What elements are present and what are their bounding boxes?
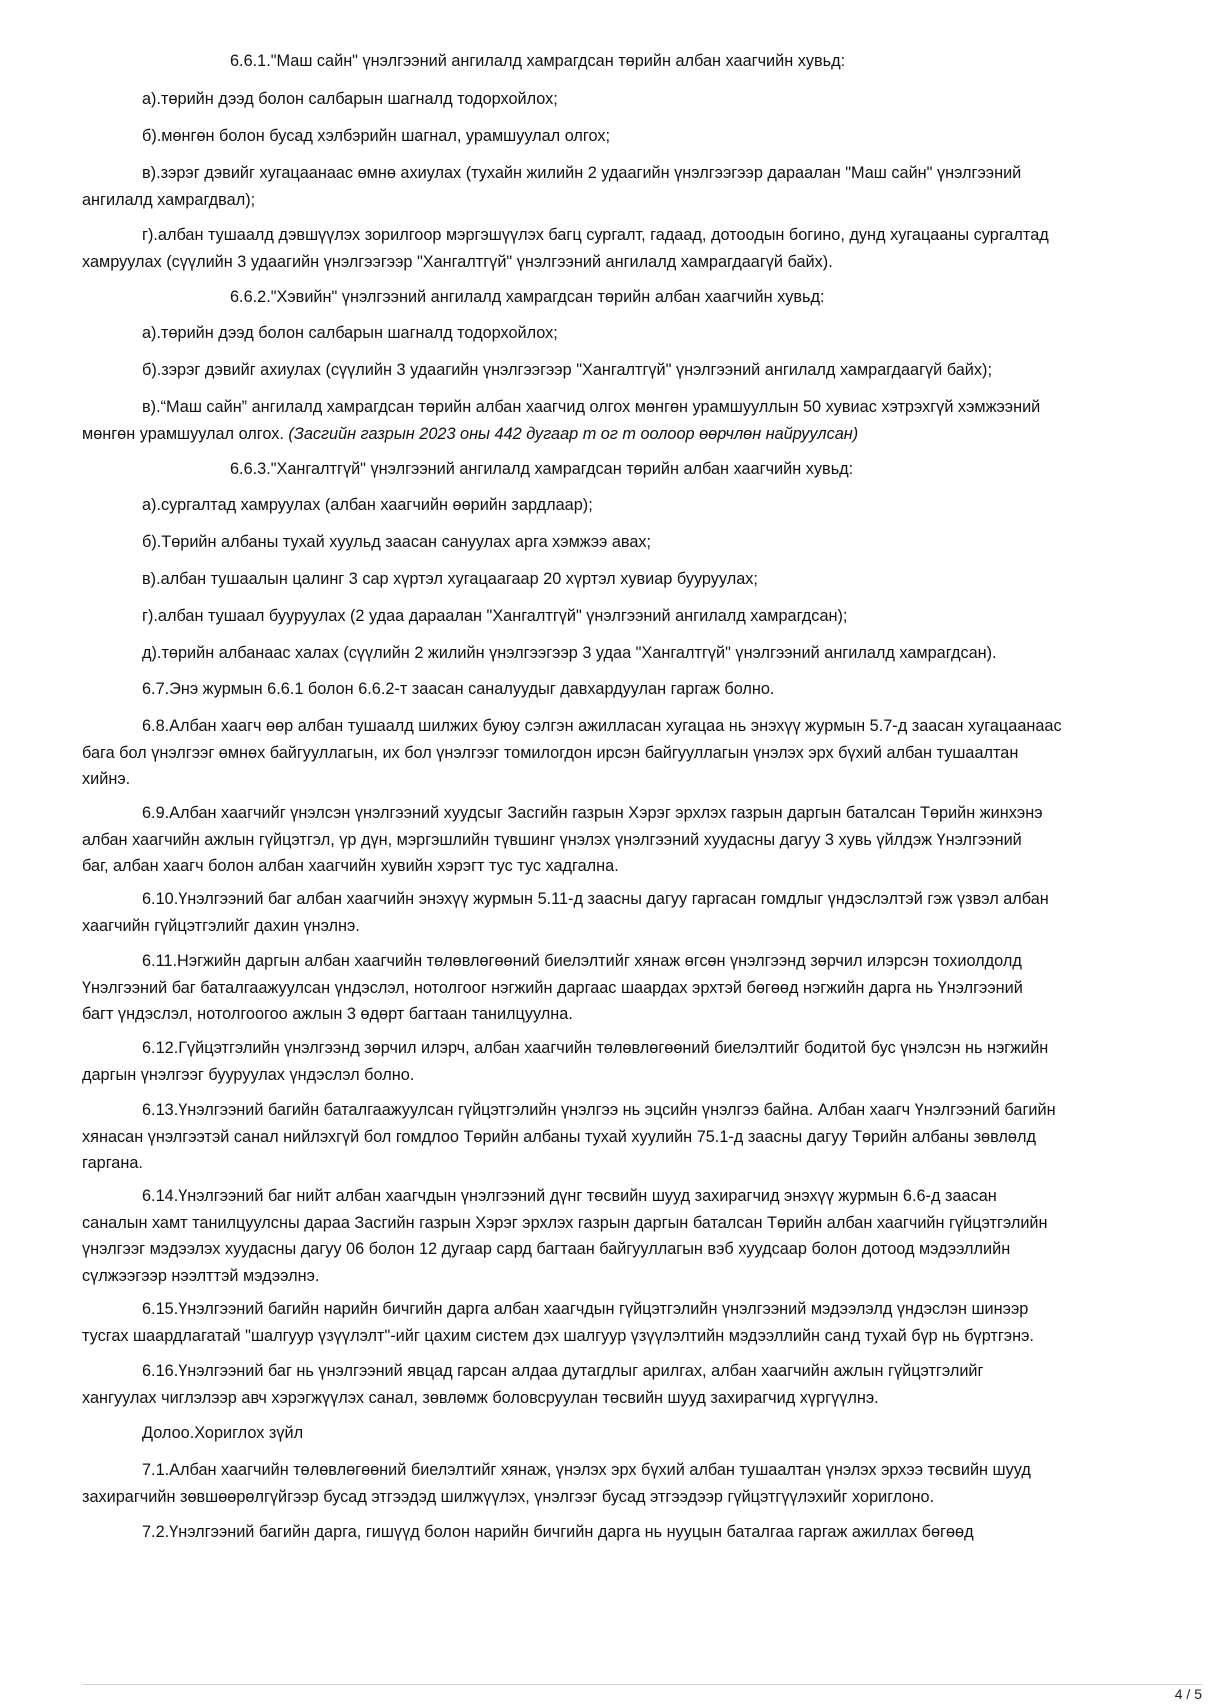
page-indicator: 4 / 5 xyxy=(1174,1686,1202,1702)
text-line: албан хаагчийн ажлын гүйцэтгэл, үр дүн, мэргэшлийн түвшинг үнэлэх үнэлгээний хуудасны дагуу 3 хувь үйлдэж Үнэлгээний xyxy=(82,830,1022,849)
text-line: а).төрийн дээд болон салбарын шагналд тодорхойлох; xyxy=(142,324,558,342)
text-line: хянасан үнэлгээтэй санал нийлэхгүй бол гомдлоо Төрийн албаны тухай хуулийн 75.1-д заасны дагуу Төрийн албаны зөвлөлд xyxy=(82,1127,1036,1146)
text-line: в).албан тушаалын цалинг 3 сар хүртэл хугацаагаар 20 хүртэл хувиар бууруулах; xyxy=(142,570,758,588)
text-line: 6.11.Нэгжийн даргын албан хаагчийн төлөвлөгөөний биелэлтийг хянаж өгсөн үнэлгээнд зөрчил илэрсэн тохиолдолд xyxy=(142,952,1022,970)
text-line: 6.7.Энэ журмын 6.6.1 болон 6.6.2-т заасан саналуудыг давхардуулан гаргаж болно. xyxy=(142,680,775,698)
footer-divider xyxy=(82,1684,1202,1685)
text-line: б).зэрэг дэвийг ахиулах (сүүлийн 3 удаагийн үнэлгээгээр "Хангалтгүй" үнэлгээний ангилалд хамрагдаагүй байх); xyxy=(142,361,992,379)
text-line: 6.6.1."Маш сайн" үнэлгээний ангилалд хамрагдсан төрийн албан хаагчийн хувьд: xyxy=(230,52,846,70)
clause-7-1 xyxy=(82,1457,1134,1510)
list-item xyxy=(82,394,1134,447)
text-line: б).мөнгөн болон бусад хэлбэрийн шагнал, урамшуулал олгох; xyxy=(142,127,611,145)
clause-7-2 xyxy=(82,1519,1134,1546)
text-line: г).албан тушаал бууруулах (2 удаа дараалан "Хангалтгүй" үнэлгээний ангилалд хамрагдсан); xyxy=(142,607,848,625)
text-line: сүлжээгээр нээлттэй мэдээлнэ. xyxy=(82,1266,320,1285)
list-item xyxy=(82,123,1134,150)
clause-6-8 xyxy=(82,713,1134,793)
text-line: хийнэ. xyxy=(82,770,131,788)
clause-6-11 xyxy=(82,948,1134,1028)
list-item xyxy=(82,222,1134,275)
amendment-note: (Засгийн газрын 2023 оны 442 дугаар т ог т оолоор өөрчлөн найруулсан) xyxy=(288,424,859,443)
text-line: 7.2.Үнэлгээний багийн дарга, гишүүд болон нарийн бичгийн дарга нь нууцын баталгаа гаргаж ажиллах бөгөөд xyxy=(142,1523,974,1541)
list-item xyxy=(82,566,1134,593)
clause-6-14 xyxy=(82,1183,1134,1289)
list-item xyxy=(82,86,1134,113)
clause-6-12 xyxy=(82,1035,1134,1088)
list-item xyxy=(82,492,1134,519)
section-7-heading xyxy=(82,1420,1134,1447)
clause-6-16 xyxy=(82,1358,1134,1411)
text-line: ангилалд хамрагдвал); xyxy=(82,190,256,209)
list-item xyxy=(82,640,1134,667)
text-line: гаргана. xyxy=(82,1154,143,1172)
text-line: саналын хамт танилцуулсны дараа Засгийн газрын Хэрэг эрхлэх газрын даргын баталсан Төрийн албан хаагчийн гүйцэтгэлийн xyxy=(82,1213,1048,1232)
text-line: хаагчийн гүйцэтгэлийг дахин үнэлнэ. xyxy=(82,916,360,935)
clause-6-13 xyxy=(82,1097,1134,1177)
text-line: мөнгөн урамшуулал олгох. xyxy=(82,424,284,443)
text-line: в).“Маш сайн” ангилалд хамрагдсан төрийн албан хаагчид олгох мөнгөн урамшууллын 50 хувиас хэтрэхгүй хэмжээний xyxy=(142,398,1041,416)
text-line: 6.14.Үнэлгээний баг нийт албан хаагчдын үнэлгээний дүнг төсвийн шууд захирагчид энэхүү журмын 6.6-д заасан xyxy=(142,1187,997,1205)
text-line: тусгах шаардлагатай "шалгуур үзүүлэлт"-ийг цахим систем дэх шалгуур үзүүлэлтийн мэдээллийн санд тухай бүр нь бүртгэнэ. xyxy=(82,1326,1034,1345)
clause-6-9 xyxy=(82,800,1134,880)
text-line: а).сургалтад хамруулах (албан хаагчийн өөрийн зардлаар); xyxy=(142,496,593,514)
subsection-6-6-3-heading xyxy=(82,456,1134,483)
text-line: а).төрийн дээд болон салбарын шагналд тодорхойлох; xyxy=(142,90,558,108)
clause-6-10 xyxy=(82,886,1134,939)
text-line: үнэлгээг мэдээлэх хуудасны дагуу 06 болон 12 дугаар сард багтаан байгууллагын вэб хуудсаар болон дотоод мэдээллийн xyxy=(82,1240,1011,1258)
text-line: б).Төрийн албаны тухай хуульд заасан сануулах арга хэмжээ авах; xyxy=(142,533,652,551)
subsection-6-6-2-heading xyxy=(82,284,1134,311)
text-line: 6.10.Үнэлгээний баг албан хаагчийн энэхүү журмын 5.11-д заасны дагуу гаргасан гомдлыг үндэслэлтэй гэж үзвэл албан xyxy=(142,890,1049,908)
list-item xyxy=(82,529,1134,556)
text-line: 6.15.Үнэлгээний багийн нарийн бичгийн дарга албан хаагчдын гүйцэтгэлийн үнэлгээний мэдээлэлд үндэслэн шинээр xyxy=(142,1300,1029,1318)
subsection-6-6-1-heading xyxy=(82,48,1134,75)
text-line: захирагчийн зөвшөөрөлгүйгээр бусад этгээдэд шилжүүлэх, үнэлгээг бусад этгээдээр гүйцэтгүүлэхийг хориглоно. xyxy=(82,1487,935,1506)
text-line: Долоо.Хориглох зүйл xyxy=(142,1424,304,1442)
text-line: 6.16.Үнэлгээний баг нь үнэлгээний явцад гарсан алдаа дутагдлыг арилгах, албан хаагчийн ажлын гүйцэтгэлийг xyxy=(142,1362,984,1380)
clause-6-7 xyxy=(82,676,1134,703)
text-line: Үнэлгээний баг баталгаажуулсан үндэслэл, нотолгоог нэгжийн даргаас шаардах эрхтэй бөгөөд нэгжийн дарга нь Үнэлгээний xyxy=(82,978,1023,997)
text-line: 6.8.Албан хаагч өөр албан тушаалд шилжих буюу сэлгэн ажилласан хугацаа нь энэхүү журмын 5.7-д заасан хугацаанаас xyxy=(142,717,1062,735)
text-line: бага бол үнэлгээг өмнөх байгууллагын, их бол үнэлгээг томилогдон ирсэн байгууллагын үнэлэх эрх бүхий албан тушаалтан xyxy=(82,743,1019,762)
text-line: в).зэрэг дэвийг хугацаанаас өмнө ахиулах (тухайн жилийн 2 удаагийн үнэлгээгээр дараалан "Маш сайн" үнэлгээний xyxy=(142,164,1022,182)
text-line: хамруулах (сүүлийн 3 удаагийн үнэлгээгээр "Хангалтгүй" үнэлгээний ангилалд хамрагдаагүй байх). xyxy=(82,252,833,271)
clause-6-15 xyxy=(82,1296,1134,1349)
text-line: даргын үнэлгээг бууруулах үндэслэл болно. xyxy=(82,1065,415,1084)
text-line: 7.1.Албан хаагчийн төлөвлөгөөний биелэлтийг хянаж, үнэлэх эрх бүхий албан тушаалтан үнэлэх эрхээ төсвийн шууд xyxy=(142,1461,1031,1479)
text-line: хангуулах чиглэлээр авч хэрэгжүүлэх санал, зөвлөмж боловсруулан төсвийн шууд захирагчид хүргүүлнэ. xyxy=(82,1388,879,1407)
list-item xyxy=(82,160,1134,213)
text-line: 6.9.Албан хаагчийг үнэлсэн үнэлгээний хуудсыг Засгийн газрын Хэрэг эрхлэх газрын даргын баталсан Төрийн жинхэнэ xyxy=(142,804,1043,822)
text-line: 6.12.Гүйцэтгэлийн үнэлгээнд зөрчил илэрч, албан хаагчийн төлөвлөгөөний биелэлтийг бодитой бус үнэлсэн нь нэгжийн xyxy=(142,1039,1049,1057)
list-item xyxy=(82,603,1134,630)
text-line: 6.6.3."Хангалтгүй" үнэлгээний ангилалд хамрагдсан төрийн албан хаагчийн хувьд: xyxy=(230,460,854,478)
text-line: 6.6.2."Хэвийн" үнэлгээний ангилалд хамрагдсан төрийн албан хаагчийн хувьд: xyxy=(230,288,825,306)
text-line: багт үндэслэл, нотолгоогоо ажлын 3 өдөрт багтаан танилцуулна. xyxy=(82,1005,573,1023)
list-item xyxy=(82,320,1134,347)
text-line: 6.13.Үнэлгээний багийн баталгаажуулсан гүйцэтгэлийн үнэлгээ нь эцсийн үнэлгээ байна. Албан хаагч Үнэлгээний багийн xyxy=(142,1101,1056,1119)
text-line: баг, албан хаагч болон албан хаагчийн хувийн хэрэгт тус тус хадгална. xyxy=(82,857,619,875)
text-line: д).төрийн албанаас халах (сүүлийн 2 жилийн үнэлгээгээр 3 удаа "Хангалтгүй" үнэлгээний ангилалд хамрагдсан). xyxy=(142,644,997,662)
list-item xyxy=(82,357,1134,384)
text-line: г).албан тушаалд дэвшүүлэх зорилгоор мэргэшүүлэх багц сургалт, гадаад, дотоодын богино, дунд хугацааны сургалтад xyxy=(142,226,1049,244)
